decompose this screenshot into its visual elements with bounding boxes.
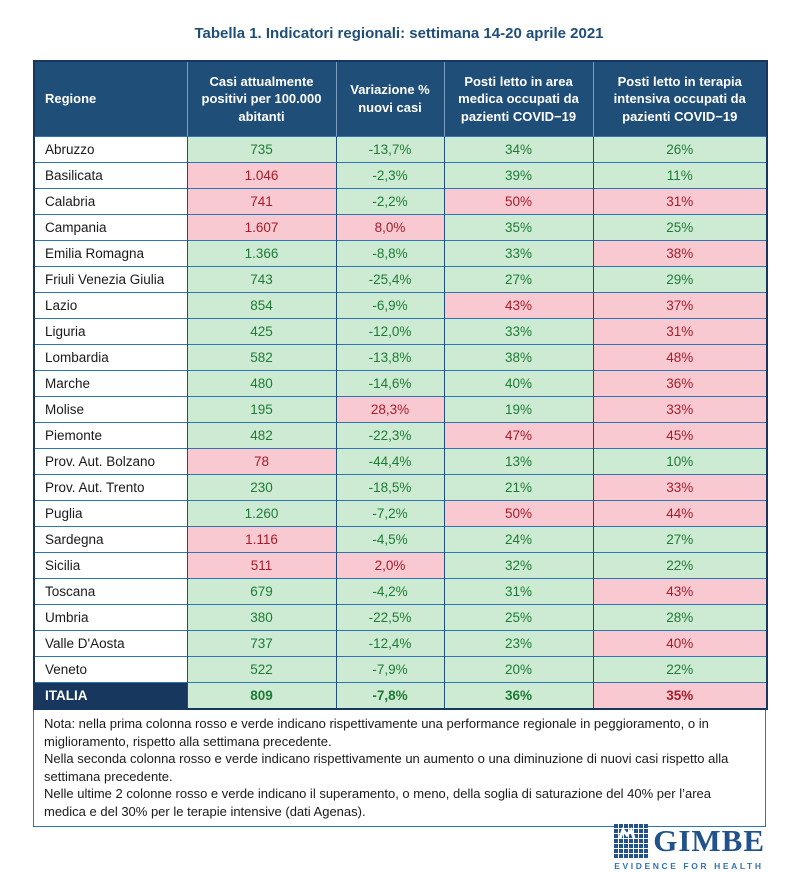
value-cell: 741 <box>187 189 336 215</box>
value-cell: -13,8% <box>336 345 444 371</box>
value-cell: 1.607 <box>187 215 336 241</box>
value-cell: 47% <box>444 423 593 449</box>
gimbe-m-mark-icon <box>614 824 648 858</box>
region-cell: Campania <box>34 215 187 241</box>
value-cell: 27% <box>444 267 593 293</box>
value-cell: -4,5% <box>336 527 444 553</box>
col-header-casi-positivi: Casi attualmente positivi per 100.000 abitanti <box>187 61 336 137</box>
value-cell: 1.116 <box>187 527 336 553</box>
table-row <box>34 657 767 683</box>
region-cell: Sardegna <box>34 527 187 553</box>
value-cell: 43% <box>593 579 767 605</box>
table-row <box>34 293 767 319</box>
value-cell: 26% <box>593 137 767 163</box>
region-cell: ITALIA <box>34 683 187 710</box>
value-cell: -7,2% <box>336 501 444 527</box>
value-cell: 31% <box>444 579 593 605</box>
region-cell: Sicilia <box>34 553 187 579</box>
table-row <box>34 553 767 579</box>
value-cell: 28,3% <box>336 397 444 423</box>
value-cell: 21% <box>444 475 593 501</box>
table-row <box>34 241 767 267</box>
value-cell: -22,5% <box>336 605 444 631</box>
value-cell: 425 <box>187 319 336 345</box>
value-cell: -12,0% <box>336 319 444 345</box>
table-row <box>34 579 767 605</box>
value-cell: 33% <box>444 241 593 267</box>
region-cell: Prov. Aut. Bolzano <box>34 449 187 475</box>
region-cell: Friuli Venezia Giulia <box>34 267 187 293</box>
value-cell: 195 <box>187 397 336 423</box>
table-row <box>34 137 767 163</box>
value-cell: -2,2% <box>336 189 444 215</box>
region-cell: Puglia <box>34 501 187 527</box>
value-cell: -4,2% <box>336 579 444 605</box>
table-row <box>34 267 767 293</box>
value-cell: -2,3% <box>336 163 444 189</box>
value-cell: 23% <box>444 631 593 657</box>
table-row <box>34 501 767 527</box>
table-row <box>34 423 767 449</box>
value-cell: 582 <box>187 345 336 371</box>
value-cell: 35% <box>444 215 593 241</box>
value-cell: 38% <box>444 345 593 371</box>
value-cell: 230 <box>187 475 336 501</box>
value-cell: 511 <box>187 553 336 579</box>
table-row <box>34 475 767 501</box>
value-cell: 45% <box>593 423 767 449</box>
value-cell: 36% <box>593 371 767 397</box>
col-header-area-medica: Posti letto in area medica occupati da pazienti COVID−19 <box>444 61 593 137</box>
table-row <box>34 631 767 657</box>
value-cell: -6,9% <box>336 293 444 319</box>
value-cell: 36% <box>444 683 593 710</box>
value-cell: 482 <box>187 423 336 449</box>
value-cell: 22% <box>593 657 767 683</box>
value-cell: 2,0% <box>336 553 444 579</box>
col-header-variazione: Variazione % nuovi casi <box>336 61 444 137</box>
value-cell: -18,5% <box>336 475 444 501</box>
value-cell: 40% <box>593 631 767 657</box>
value-cell: 33% <box>593 475 767 501</box>
note-box <box>33 710 766 827</box>
region-cell: Abruzzo <box>34 137 187 163</box>
value-cell: 20% <box>444 657 593 683</box>
value-cell: 37% <box>593 293 767 319</box>
value-cell: 22% <box>593 553 767 579</box>
value-cell: 33% <box>593 397 767 423</box>
region-cell: Valle D'Aosta <box>34 631 187 657</box>
value-cell: 809 <box>187 683 336 710</box>
value-cell: 40% <box>444 371 593 397</box>
table-row <box>34 605 767 631</box>
table-row <box>34 163 767 189</box>
region-cell: Basilicata <box>34 163 187 189</box>
value-cell: -13,7% <box>336 137 444 163</box>
table-row <box>34 189 767 215</box>
value-cell: 19% <box>444 397 593 423</box>
gimbe-logo <box>614 824 765 871</box>
region-cell: Lombardia <box>34 345 187 371</box>
value-cell: 33% <box>444 319 593 345</box>
gimbe-logo-tagline: EVIDENCE FOR HEALTH <box>614 861 764 871</box>
value-cell: 522 <box>187 657 336 683</box>
region-cell: Liguria <box>34 319 187 345</box>
value-cell: 25% <box>593 215 767 241</box>
value-cell: 27% <box>593 527 767 553</box>
value-cell: 38% <box>593 241 767 267</box>
value-cell: 10% <box>593 449 767 475</box>
region-cell: Calabria <box>34 189 187 215</box>
value-cell: -22,3% <box>336 423 444 449</box>
value-cell: 29% <box>593 267 767 293</box>
gimbe-logo-text: GIMBE <box>653 823 765 858</box>
value-cell: 1.260 <box>187 501 336 527</box>
value-cell: -44,4% <box>336 449 444 475</box>
total-row <box>34 683 767 710</box>
value-cell: -7,8% <box>336 683 444 710</box>
value-cell: 31% <box>593 189 767 215</box>
regional-indicators-table <box>33 60 768 710</box>
value-cell: -14,6% <box>336 371 444 397</box>
note-line: Nelle ultime 2 colonne rosso e verde indicano il superamento, o meno, della soglia di saturazione del 40% per l’area medica e del 30% per le terapie intensive (dati Agenas). <box>44 786 711 819</box>
value-cell: 50% <box>444 501 593 527</box>
value-cell: -25,4% <box>336 267 444 293</box>
value-cell: 679 <box>187 579 336 605</box>
value-cell: 39% <box>444 163 593 189</box>
col-header-terapia-intensiva: Posti letto in terapia intensiva occupati da pazienti COVID−19 <box>593 61 767 137</box>
value-cell: 78 <box>187 449 336 475</box>
table-row <box>34 371 767 397</box>
value-cell: 44% <box>593 501 767 527</box>
region-cell: Lazio <box>34 293 187 319</box>
note-line: Nella seconda colonna rosso e verde indicano rispettivamente un aumento o una diminuzione di nuovi casi rispetto alla settimana precedente. <box>44 751 729 784</box>
col-header-regione: Regione <box>34 61 187 137</box>
value-cell: 25% <box>444 605 593 631</box>
gimbe-logo-lockup <box>614 824 765 858</box>
note-line: Nota: nella prima colonna rosso e verde indicano rispettivamente una performance regionale in peggioramento, o in miglioramento, rispetto alla settimana precedente. <box>44 716 709 749</box>
value-cell: 737 <box>187 631 336 657</box>
region-cell: Emilia Romagna <box>34 241 187 267</box>
page-title: Tabella 1. Indicatori regionali: settimana 14-20 aprile 2021 <box>194 25 604 42</box>
region-cell: Veneto <box>34 657 187 683</box>
region-cell: Prov. Aut. Trento <box>34 475 187 501</box>
table-row <box>34 215 767 241</box>
region-cell: Toscana <box>34 579 187 605</box>
value-cell: 380 <box>187 605 336 631</box>
value-cell: -8,8% <box>336 241 444 267</box>
value-cell: 50% <box>444 189 593 215</box>
value-cell: 1.046 <box>187 163 336 189</box>
region-cell: Piemonte <box>34 423 187 449</box>
value-cell: 34% <box>444 137 593 163</box>
value-cell: 11% <box>593 163 767 189</box>
header-row <box>34 61 767 137</box>
table-row <box>34 397 767 423</box>
region-cell: Marche <box>34 371 187 397</box>
value-cell: 854 <box>187 293 336 319</box>
value-cell: 28% <box>593 605 767 631</box>
value-cell: -12,4% <box>336 631 444 657</box>
region-cell: Molise <box>34 397 187 423</box>
value-cell: 1.366 <box>187 241 336 267</box>
value-cell: 8,0% <box>336 215 444 241</box>
gimbe-grid-icon <box>614 824 648 858</box>
table-row <box>34 345 767 371</box>
value-cell: 35% <box>593 683 767 710</box>
value-cell: 480 <box>187 371 336 397</box>
table-row <box>34 527 767 553</box>
value-cell: 43% <box>444 293 593 319</box>
value-cell: 31% <box>593 319 767 345</box>
table-row <box>34 319 767 345</box>
value-cell: 48% <box>593 345 767 371</box>
table-row <box>34 449 767 475</box>
value-cell: 743 <box>187 267 336 293</box>
value-cell: 13% <box>444 449 593 475</box>
value-cell: 32% <box>444 553 593 579</box>
value-cell: 735 <box>187 137 336 163</box>
value-cell: -7,9% <box>336 657 444 683</box>
value-cell: 24% <box>444 527 593 553</box>
region-cell: Umbria <box>34 605 187 631</box>
